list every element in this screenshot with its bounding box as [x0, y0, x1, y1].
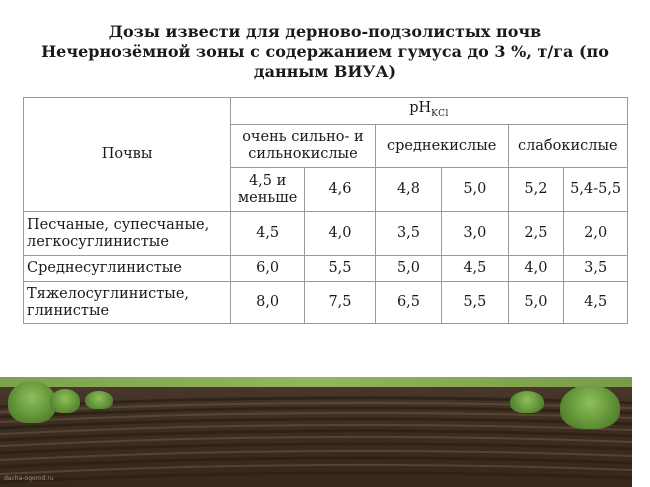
ph-value-cell: 5,2 [508, 168, 564, 212]
group-header-weak: слабокислые [508, 125, 627, 168]
ph-value-cell: 5,4-5,5 [564, 168, 628, 212]
title-line-3: данным ВИУА) [253, 62, 397, 81]
title-line-2: Нечернозёмной зоны с содержанием гумуса до 3 %, т/га (по [41, 42, 609, 61]
header-row-ph [24, 98, 628, 125]
ph-label: pH [409, 99, 432, 116]
ph-header [231, 98, 628, 125]
group-header-strong: очень сильно- и сильнокислые [231, 125, 376, 168]
soil-column-header: Почвы [24, 98, 231, 212]
lime-doses-table [23, 97, 628, 324]
plant-left [8, 381, 56, 423]
right-margin [632, 377, 650, 487]
dose-cell: 7,5 [305, 282, 376, 324]
dose-cell: 2,5 [508, 212, 564, 256]
photo-watermark: dacha-ogorod.ru [4, 475, 54, 482]
dose-cell: 6,0 [231, 256, 305, 282]
plant-left-far [85, 391, 113, 409]
dose-cell: 4,0 [508, 256, 564, 282]
soil-name-cell: Тяжелосуглинистые, глинистые [24, 282, 231, 324]
soil-name-cell: Песчаные, супесчаные, легкосуглинистые [24, 212, 231, 256]
soil-name-cell: Среднесуглинистые [24, 256, 231, 282]
plowed-field-photo [0, 377, 632, 487]
dose-cell: 4,5 [231, 212, 305, 256]
ph-value-cell: 5,0 [442, 168, 508, 212]
dose-cell: 4,5 [564, 282, 628, 324]
dose-cell: 3,5 [375, 212, 441, 256]
dose-cell: 4,5 [442, 256, 508, 282]
dose-cell: 5,0 [508, 282, 564, 324]
table-row [24, 212, 628, 256]
dose-cell: 3,0 [442, 212, 508, 256]
plant-right [560, 385, 620, 429]
ph-value-cell: 4,8 [375, 168, 441, 212]
dose-cell: 5,5 [305, 256, 376, 282]
group-header-medium: среднекислые [375, 125, 508, 168]
dose-cell: 3,5 [564, 256, 628, 282]
ph-value-cell: 4,6 [305, 168, 376, 212]
table-row [24, 256, 628, 282]
table-row [24, 282, 628, 324]
dose-cell: 2,0 [564, 212, 628, 256]
dose-cell: 4,0 [305, 212, 376, 256]
dose-cell: 5,5 [442, 282, 508, 324]
page-title [20, 22, 630, 82]
plant-right-small [510, 391, 544, 413]
dose-cell: 5,0 [375, 256, 441, 282]
title-line-1: Дозы извести для дерново-подзолистых почв [108, 22, 542, 41]
plant-left-small [50, 389, 80, 413]
ph-value-cell: 4,5 и меньше [231, 168, 305, 212]
dose-cell: 6,5 [375, 282, 441, 324]
dose-cell: 8,0 [231, 282, 305, 324]
ph-subscript: KCl [431, 108, 449, 119]
